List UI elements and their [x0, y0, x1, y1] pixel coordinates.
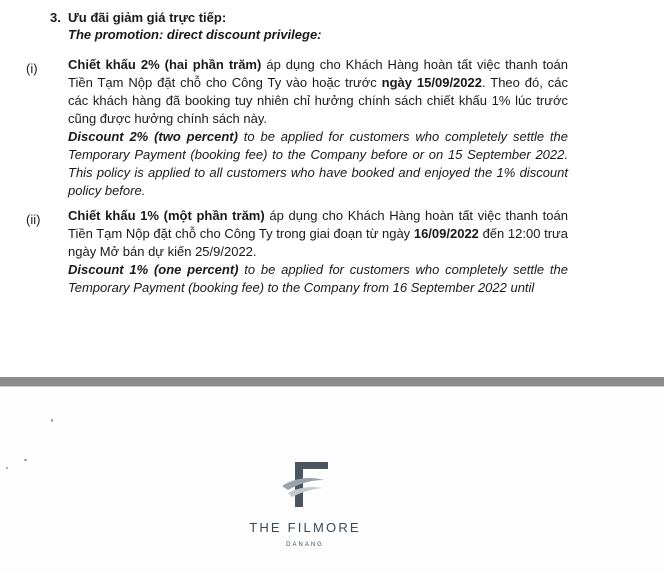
- clause-body-en: to be applied for customers who completely settle the Temporary Payment (booking fee) to the Company before or on 15 September 2022. This policy is applied to all customers who have booked and enjoyed the 1% discount policy before.: [68, 129, 568, 198]
- scan-speck: [6, 467, 8, 469]
- clause-body-vi: áp dụng cho Khách Hàng hoàn tất việc thanh toán Tiền Tạm Nộp đặt chỗ cho Công Ty trong giai đoạn từ ngày: [68, 208, 568, 241]
- clause-body-vi-2: đến 12:00 trưa ngày Mở bán dự kiến 25/9/2022.: [68, 226, 568, 259]
- clause-item: [68, 56, 568, 200]
- scan-speck: [24, 459, 27, 461]
- clause-text-en: [68, 128, 568, 200]
- item-marker: (i): [26, 61, 38, 76]
- clause-date-vi: 16/09/2022: [413, 226, 479, 241]
- clause-text-vi: [68, 56, 568, 128]
- clause-title-en: Discount 1% (one percent): [68, 262, 239, 277]
- filmore-logo-icon: [280, 460, 330, 510]
- scan-speck: [51, 419, 53, 422]
- clause-body-vi-2: . Theo đó, các các khách hàng đã booking tuy nhiên chỉ hưởng chính sách chiết khấu 1% lúc trước cũng được hưởng chính sách này.: [68, 75, 568, 126]
- brand-name: THE FILMORE: [249, 520, 361, 535]
- clause-body-vi: áp dụng cho Khách Hàng hoàn tất việc thanh toán Tiền Tạm Nộp đặt chỗ cho Công Ty vào hoặc trước: [68, 57, 568, 90]
- brand-city: DANANG: [286, 542, 324, 548]
- clause-text-vi: [68, 207, 568, 261]
- clause-text-en: [68, 261, 568, 297]
- clause-title-vi: Chiết khấu 2% (hai phần trăm): [68, 57, 262, 72]
- clause-date-vi: ngày 15/09/2022: [381, 75, 482, 90]
- item-marker: (ii): [26, 212, 41, 227]
- clause-item: [68, 207, 568, 297]
- section-title-vi: Ưu đãi giảm giá trực tiếp:: [68, 10, 227, 25]
- section-number: 3.: [50, 10, 61, 25]
- clause-title-en: Discount 2% (two percent): [68, 129, 238, 144]
- clause-body-en: to be applied for customers who completely settle the Temporary Payment (booking fee) to the Company from 16 September 2022 until: [68, 262, 569, 295]
- page-divider: [0, 377, 664, 386]
- clause-title-vi: Chiết khấu 1% (một phần trăm): [68, 208, 265, 223]
- section-title-en: The promotion: direct discount privilege:: [68, 27, 322, 42]
